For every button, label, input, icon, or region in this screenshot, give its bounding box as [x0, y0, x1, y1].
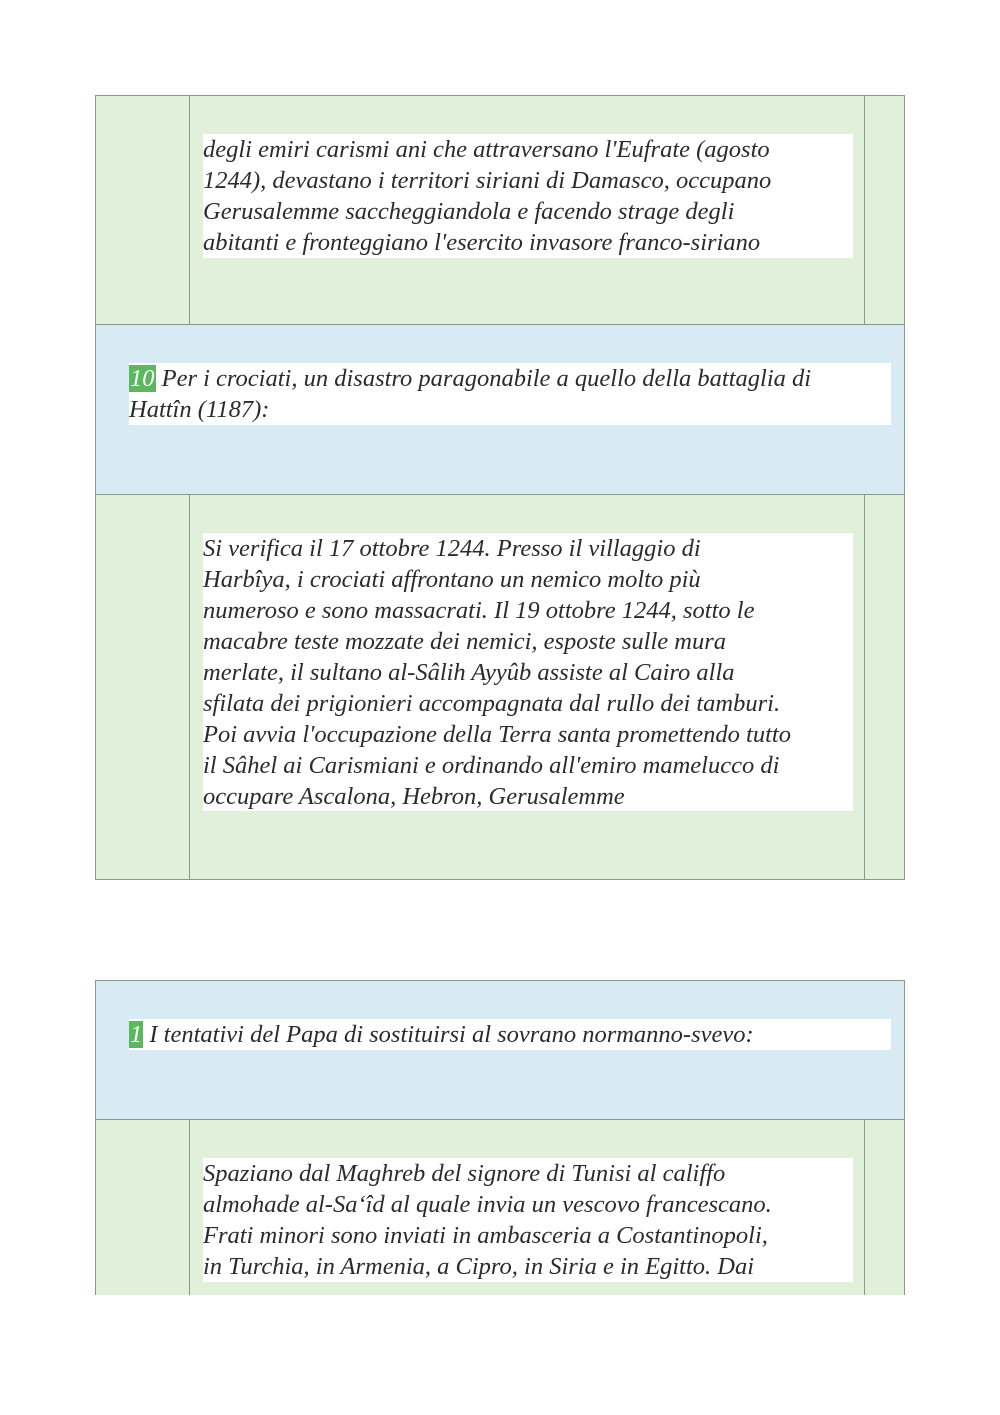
right-margin-cell	[864, 1120, 904, 1295]
question-text	[129, 363, 891, 425]
question-number-badge: 1	[130, 1021, 143, 1048]
answer-text: degli emiri carismi ani che attraversano l'Eufrate (agosto 1244), devastano i territori siriani di Damasco, occupano Gerusalemme saccheggiandola e facendo strage degli abitanti e fronteggiano l'esercito invasore franco-siriano	[203, 134, 853, 258]
question-row	[95, 325, 905, 495]
question-text	[129, 1019, 891, 1050]
question-row	[95, 980, 905, 1120]
right-margin-cell	[864, 96, 904, 324]
question-number-badge: 10	[130, 365, 155, 392]
question-label: I tentativi del Papa di sostituirsi al sovrano normanno-svevo:	[143, 1021, 754, 1048]
right-margin-cell	[864, 495, 904, 879]
qa-table-a	[95, 95, 905, 880]
answer-text: Spaziano dal Maghreb del signore di Tunisi al califfo almohade al-Sa‘îd al quale invia un vescovo francescano. Frati minori sono inviati in ambasceria a Costantinopoli, in Turchia, in Armenia, a Cipro, in Siria e in Egitto. Dai	[203, 1158, 853, 1282]
answer-row	[95, 495, 905, 880]
answer-row	[95, 1120, 905, 1295]
answer-row	[95, 95, 905, 325]
qa-table-b	[95, 980, 905, 1295]
left-margin-cell	[96, 1120, 190, 1295]
question-label: Per i crociati, un disastro paragonabile a quello della battaglia di Hattîn (1187):	[129, 365, 812, 423]
answer-text: Si verifica il 17 ottobre 1244. Presso il villaggio di Harbîya, i crociati affrontano un nemico molto più numeroso e sono massacrati. Il 19 ottobre 1244, sotto le macabre teste mozzate dei nemici, esposte sulle mura merlate, il sultano al-Sâlih Ayyûb assiste al Cairo alla sfilata dei prigionieri accompagnata dal rullo dei tamburi. Poi avvia l'occupazione della Terra santa promettendo tutto il Sâhel ai Carismiani e ordinando all'emiro mamelucco di occupare Ascalona, Hebron, Gerusalemme	[203, 533, 853, 811]
left-margin-cell	[96, 96, 190, 324]
left-margin-cell	[96, 495, 190, 879]
